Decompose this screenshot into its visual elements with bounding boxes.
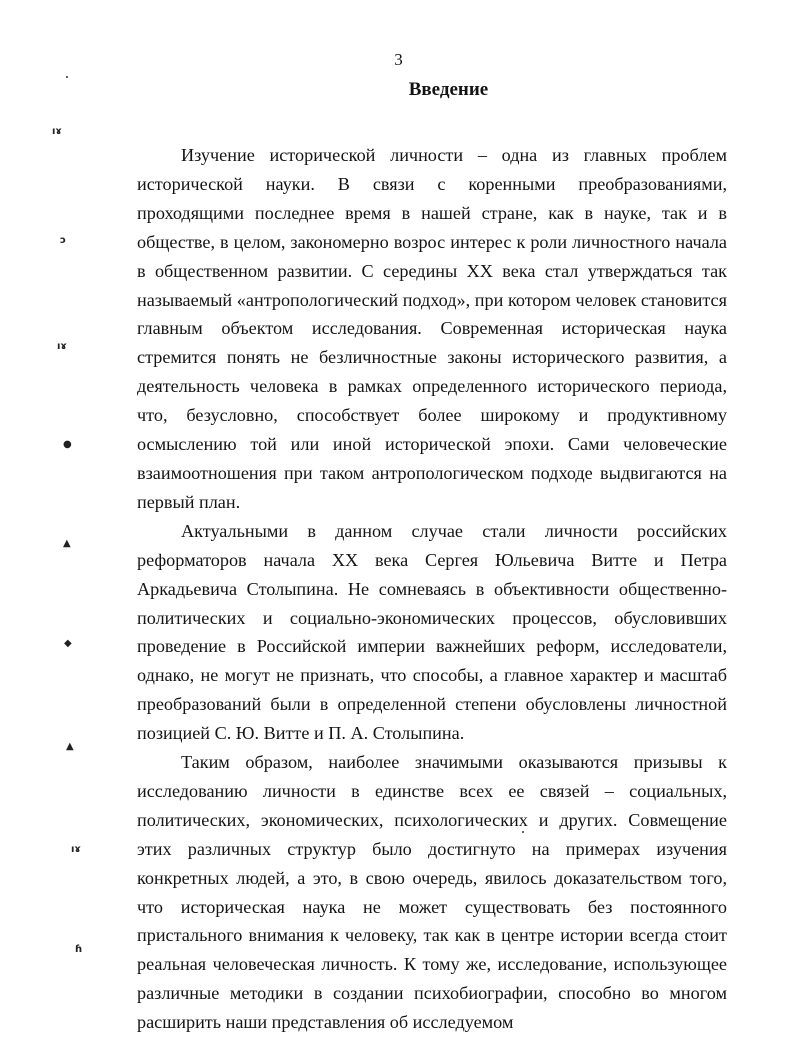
binding-hole-mark: ● <box>63 439 72 450</box>
binding-hole-mark: ↄ <box>60 235 66 246</box>
binding-hole-mark: ▲ <box>66 741 74 752</box>
page-number: 3 <box>394 50 403 69</box>
scan-speck <box>66 76 68 78</box>
scan-margin-marks <box>0 0 100 1018</box>
paragraph-3: Таким образом, наиболее значимыми оказываются призывы к исследованию личности в единстве всех ее связей – социальных, политических, экономических, психологических и других. Совмещение этих различных структур было достигнуто на примерах изучения конкретных людей, а это, в свою очередь, явилось доказательством того, что историческая наука не может существовать без постоянного пристального внимания к человеку, так как в центре истории всегда стоит реальная человеческая личность. К тому же, исследование, использующее различные методики в создании психобиографии, способно во многом расширить наши представления об исследуемом <box>137 752 727 1033</box>
binding-hole-mark: ıɤ <box>52 126 62 137</box>
body-text <box>137 141 727 1037</box>
binding-hole-mark: ɦ <box>75 944 83 955</box>
binding-hole-mark: ıɤ <box>71 844 81 855</box>
scan-speck <box>522 831 524 833</box>
binding-hole-mark: ▲ <box>63 538 71 549</box>
binding-hole-mark: ıɤ <box>57 341 67 352</box>
binding-hole-mark: ◆ <box>64 638 72 649</box>
paragraph-1: Изучение исторической личности – одна из главных проблем исторической науки. В связи с коренными преобразованиями, проходящими последнее время в нашей стране, как в науке, так и в обществе, в целом, закономерно возрос интерес к роли личностного начала в общественном развитии. С середины ХХ века стал утверждаться так называемый «антропологический подход», при котором человек становится главным объектом исследования. Современная историческая наука стремится понять не безличностные законы исторического развития, а деятельность человека в рамках определенного исторического периода, что, безусловно, способствует более широкому и продуктивному осмыслению той или иной исторической эпохи. Сами человеческие взаимоотношения при таком антропологическом подходе выдвигаются на первый план. <box>137 145 727 512</box>
paragraph-2: Актуальными в данном случае стали личности российских реформаторов начала ХХ века Сергея Юльевича Витте и Петра Аркадьевича Столыпина. Не сомневаясь в объективности общественно-политических и социально-экономических процессов, обусловивших проведение в Российской империи важнейших реформ, исследователи, однако, не могут не признать, что способы, а главное характер и масштаб преобразований были в определенной степени обусловлены личностной позицией С. Ю. Витте и П. А. Столыпина. <box>137 520 727 744</box>
section-heading: Введение <box>408 79 489 100</box>
